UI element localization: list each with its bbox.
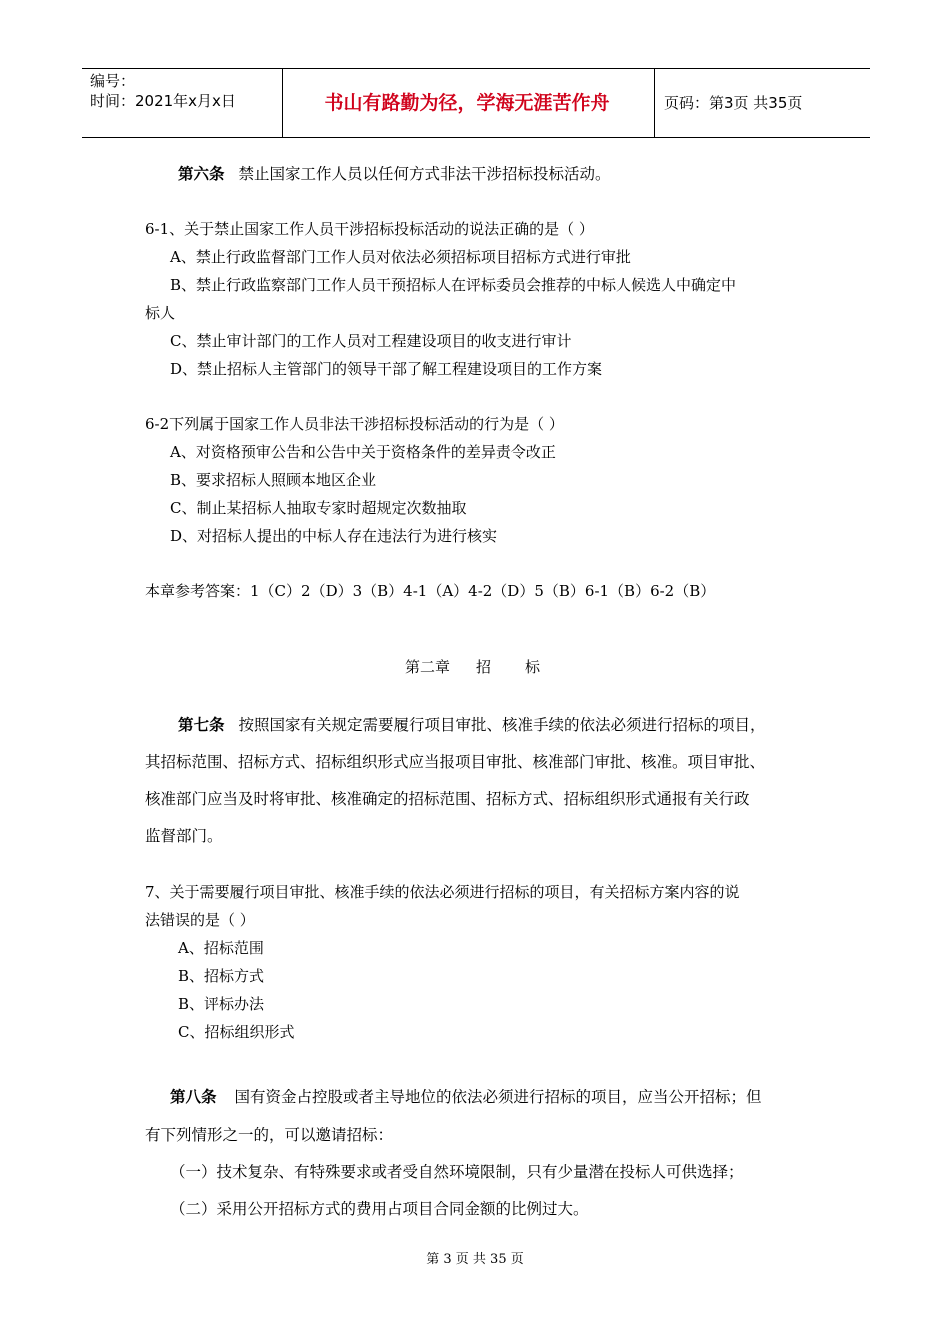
header-meta xyxy=(90,71,280,111)
article-7-line: 核准部门应当及时将审批、核准确定的招标范围、招标方式、招标组织形式通报有关行政 xyxy=(145,790,750,808)
header-divider xyxy=(654,69,655,137)
question-option: C、招标组织形式 xyxy=(178,1023,295,1041)
article-8-line: 国有资金占控股或者主导地位的依法必须进行招标的项目，应当公开招标；但 xyxy=(234,1088,762,1106)
document-number-label: 编号： xyxy=(90,72,136,90)
question-6-1-stem: 6-1、关于禁止国家工作人员干涉招标投标活动的说法正确的是（ ） xyxy=(145,220,594,238)
chapter-title xyxy=(405,656,540,677)
page-footer: 第 3 页 共 35 页 xyxy=(426,1252,524,1267)
article-8-first-line xyxy=(170,1085,762,1107)
question-option: D、对招标人提出的中标人存在违法行为进行核实 xyxy=(170,527,498,545)
question-6-2-stem: 6-2下列属于国家工作人员非法干涉招标投标活动的行为是（ ） xyxy=(145,415,564,433)
article-7-title: 第七条 xyxy=(178,715,225,734)
chapter-title-char: 招 xyxy=(476,658,492,676)
question-option: A、禁止行政监督部门工作人员对依法必须招标项目招标方式进行审批 xyxy=(170,248,631,266)
header-motto: 书山有路勤为径，学海无涯苦作舟 xyxy=(324,92,610,114)
chapter-number: 第二章 xyxy=(405,658,451,676)
question-option-continuation: 标人 xyxy=(145,304,176,322)
question-option: C、制止某招标人抽取专家时超规定次数抽取 xyxy=(170,499,467,517)
question-option: B、禁止行政监察部门工作人员干预招标人在评标委员会推荐的中标人候选人中确定中 xyxy=(170,276,737,294)
article-7-line: 按照国家有关规定需要履行项目审批、核准手续的依法必须进行招标的项目， xyxy=(238,716,766,734)
question-7-stem: 7、关于需要履行项目审批、核准手续的依法必须进行招标的项目，有关招标方案内容的说 xyxy=(145,883,740,901)
question-7-stem-continued: 法错误的是（ ） xyxy=(145,911,255,929)
article-7-line: 监督部门。 xyxy=(145,827,223,845)
chapter-title-char: 标 xyxy=(525,658,541,676)
header-page-label: 页码：第3页 共35页 xyxy=(664,94,803,112)
question-option: B、招标方式 xyxy=(178,967,265,985)
article-6 xyxy=(178,162,611,184)
question-option: B、要求招标人照顾本地区企业 xyxy=(170,471,377,489)
document-time-label: 时间：2021年x月x日 xyxy=(90,92,236,110)
question-option: B、评标办法 xyxy=(178,995,265,1013)
question-option: D、禁止招标人主管部门的领导干部了解工程建设项目的工作方案 xyxy=(170,360,603,378)
question-option: A、招标范围 xyxy=(178,939,264,957)
article-6-text: 禁止国家工作人员以任何方式非法干涉招标投标活动。 xyxy=(238,165,611,183)
page-header xyxy=(82,68,870,138)
question-option: A、对资格预审公告和公告中关于资格条件的差异责令改正 xyxy=(170,443,556,461)
article-8-line: 有下列情形之一的，可以邀请招标： xyxy=(145,1126,394,1144)
article-8-item: （一）技术复杂、有特殊要求或者受自然环境限制，只有少量潜在投标人可供选择； xyxy=(170,1163,744,1181)
question-option: C、禁止审计部门的工作人员对工程建设项目的收支进行审计 xyxy=(170,332,572,350)
article-7-first-line xyxy=(178,713,766,735)
article-6-title: 第六条 xyxy=(178,164,225,183)
article-8-item: （二）采用公开招标方式的费用占项目合同金额的比例过大。 xyxy=(170,1200,589,1218)
chapter-answers: 本章参考答案：1（C）2（D）3（B）4-1（A）4-2（D）5（B）6-1（B）6-2（B） xyxy=(145,582,716,600)
article-8-title: 第八条 xyxy=(170,1087,217,1106)
article-7-line: 其招标范围、招标方式、招标组织形式应当报项目审批、核准部门审批、核准。项目审批、 xyxy=(145,753,766,771)
